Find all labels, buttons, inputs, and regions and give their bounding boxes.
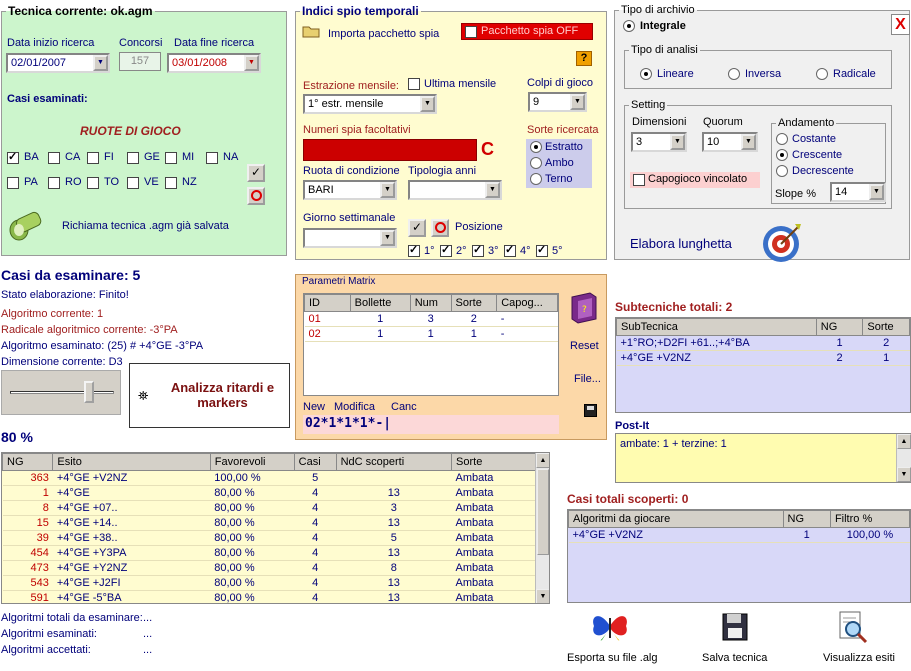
table-cell: +4°GE +07.. xyxy=(53,501,210,516)
posizione-checkbox-1[interactable] xyxy=(408,245,420,257)
slider-track xyxy=(10,391,114,394)
slope-select[interactable]: 14 ▼ xyxy=(830,182,886,202)
table-cell: - xyxy=(497,312,558,327)
table-cell: +4°GE +V2NZ xyxy=(569,528,784,543)
pacchetto-spia-checkbox[interactable] xyxy=(465,26,477,38)
tipologia-label: Tipologia anni xyxy=(408,165,477,177)
analizza-button[interactable] xyxy=(129,363,290,428)
ruota-checkbox-to[interactable] xyxy=(87,177,99,189)
table-cell: 80,00 % xyxy=(210,486,294,501)
table-cell: 15 xyxy=(3,516,53,531)
analisi-label: Tipo di analisi xyxy=(631,44,698,56)
algoritmi-esaminati-value: ... xyxy=(143,628,153,640)
analisi-radio-1[interactable] xyxy=(728,68,740,80)
capogioco-checkbox[interactable] xyxy=(633,174,645,186)
table-cell: 5 xyxy=(294,471,336,486)
ruota-condizione-label: Ruota di condizione xyxy=(303,165,400,177)
matrix-table xyxy=(304,294,558,342)
column-header[interactable]: Casi xyxy=(294,454,336,471)
table-cell: 4 xyxy=(294,561,336,576)
table-cell: Ambata xyxy=(452,501,536,516)
table-cell: +4°GE +Y3PA xyxy=(53,546,210,561)
file-button[interactable]: File... xyxy=(574,373,601,385)
table-cell: Ambata xyxy=(452,576,536,591)
table-cell: 1 xyxy=(350,312,410,327)
algoritmi-esaminati-label: Algoritmi esaminati: xyxy=(1,628,97,640)
andamento-radio-0[interactable] xyxy=(776,133,788,145)
table-cell: 80,00 % xyxy=(210,546,294,561)
column-header[interactable]: Filtro % xyxy=(830,511,909,528)
table-cell xyxy=(336,471,451,486)
results-table xyxy=(2,453,536,604)
analizza-label: Analizza ritardi e markers xyxy=(170,380,275,410)
table-cell: +4°GE xyxy=(53,486,210,501)
data-fine-label: Data fine ricerca xyxy=(174,37,255,49)
colpi-select[interactable]: 9 ▼ xyxy=(528,92,587,112)
richiama-link[interactable]: Richiama tecnica .agm già salvata xyxy=(62,220,229,232)
column-header[interactable]: Capog... xyxy=(497,295,558,312)
column-header[interactable]: Sorte xyxy=(863,319,910,336)
results-scrollbar[interactable] xyxy=(535,453,550,604)
andamento-radio-2[interactable] xyxy=(776,165,788,177)
analisi-radio-0[interactable] xyxy=(640,68,652,80)
importa-pacchetto-link[interactable]: Importa pacchetto spia xyxy=(328,28,440,40)
table-cell: 1 xyxy=(410,327,451,342)
result-row[interactable] xyxy=(3,531,536,546)
stato-text: Stato elaborazione: Finito! xyxy=(1,289,129,301)
sorte-label-0: Estratto xyxy=(545,141,583,153)
modifica-button[interactable]: Modifica xyxy=(334,401,375,413)
reset-button[interactable]: Reset xyxy=(570,340,599,352)
ruota-label-nz: NZ xyxy=(182,176,197,188)
tipo-archivio-label: Tipo di archivio xyxy=(621,4,695,16)
postit-scrollbar[interactable] xyxy=(896,434,911,482)
algoritmi-totali-label: Algoritmi totali da esaminare: xyxy=(1,612,143,624)
sorte-label: Sorte ricercata xyxy=(527,124,599,136)
column-header[interactable]: NdC scoperti xyxy=(336,454,451,471)
magnifier-icon[interactable] xyxy=(836,610,870,644)
ruota-label-ve: VE xyxy=(144,176,159,188)
slope-label: Slope % xyxy=(775,188,816,200)
andamento-label-2: Decrescente xyxy=(792,165,854,177)
data-fine-select[interactable]: 03/01/2008 ▼ xyxy=(167,53,261,73)
table-cell: 100,00 % xyxy=(210,471,294,486)
table-cell: 13 xyxy=(336,516,451,531)
ruota-label-ge: GE xyxy=(144,151,160,163)
ruota-checkbox-ge[interactable] xyxy=(127,152,139,164)
folder-icon[interactable] xyxy=(302,24,320,38)
column-header[interactable]: Esito xyxy=(53,454,210,471)
capogioco-label: Capogioco vincolato xyxy=(648,173,748,185)
table-cell: Ambata xyxy=(452,516,536,531)
ruota-label-pa: PA xyxy=(24,176,38,188)
andamento-label-0: Costante xyxy=(792,133,837,145)
result-row[interactable] xyxy=(3,561,536,576)
ruota-checkbox-na[interactable] xyxy=(206,152,218,164)
table-cell: Ambata xyxy=(452,486,536,501)
posizione-checkbox-4[interactable] xyxy=(504,245,516,257)
analisi-radio-2[interactable] xyxy=(816,68,828,80)
book-icon[interactable] xyxy=(568,291,598,325)
column-header[interactable]: Bollette xyxy=(350,295,410,312)
percent-label: 80 % xyxy=(1,429,33,445)
table-cell: 5 xyxy=(336,531,451,546)
spia-title: Indici spio temporali xyxy=(302,4,419,18)
select-all-positions-button[interactable] xyxy=(408,219,426,237)
table-cell: 80,00 % xyxy=(210,576,294,591)
table-cell: 2 xyxy=(816,351,863,366)
scroll-thumb[interactable] xyxy=(537,469,549,555)
matrix-row[interactable] xyxy=(305,327,558,342)
table-cell: +4°GE +14.. xyxy=(53,516,210,531)
table-cell: 4 xyxy=(294,591,336,605)
column-header[interactable]: NG xyxy=(3,454,53,471)
help-button[interactable]: ? xyxy=(576,51,592,66)
sorte-radio-0[interactable] xyxy=(530,141,542,153)
numeri-spia-label: Numeri spia facoltativi xyxy=(303,124,411,136)
chevron-down-icon[interactable]: ▼ xyxy=(670,134,685,150)
column-header[interactable]: Algoritmi da giocare xyxy=(569,511,784,528)
capogioco-toggle[interactable] xyxy=(630,172,760,188)
casi-esaminati-label: Casi esaminati: xyxy=(7,93,88,105)
pacchetto-spia-label: Pacchetto spia OFF xyxy=(481,25,579,37)
clear-positions-button[interactable] xyxy=(431,219,449,237)
table-cell: 13 xyxy=(336,576,451,591)
matrix-row[interactable] xyxy=(305,312,558,327)
table-cell: +4°GE +38.. xyxy=(53,531,210,546)
table-cell: 3 xyxy=(410,312,451,327)
table-cell: 100,00 % xyxy=(830,528,909,543)
table-cell: +4°GE +V2NZ xyxy=(53,471,210,486)
result-row[interactable] xyxy=(3,486,536,501)
table-cell: 1 xyxy=(863,351,910,366)
subtecnica-row[interactable] xyxy=(617,351,910,366)
chevron-down-icon[interactable]: ▼ xyxy=(93,55,108,71)
estrazione-label: Estrazione mensile: xyxy=(303,80,399,92)
column-header[interactable]: NG xyxy=(783,511,830,528)
giorno-select[interactable] xyxy=(303,228,397,248)
close-button[interactable]: X xyxy=(891,14,910,35)
posizione-checkbox-2[interactable] xyxy=(440,245,452,257)
table-cell: 1 xyxy=(350,327,410,342)
chevron-down-icon[interactable]: ▼ xyxy=(485,182,500,198)
table-cell: 13 xyxy=(336,546,451,561)
ruota-checkbox-ro[interactable] xyxy=(48,177,60,189)
column-header[interactable]: Favorevoli xyxy=(210,454,294,471)
algoritmo-row[interactable] xyxy=(569,528,910,543)
visualizza-button[interactable]: Visualizza esiti xyxy=(823,652,895,664)
no-entry-icon xyxy=(435,222,446,233)
table-cell: 80,00 % xyxy=(210,531,294,546)
analisi-label-2: Radicale xyxy=(833,68,876,80)
table-cell: +4°GE +V2NZ xyxy=(617,351,817,366)
column-header[interactable]: NG xyxy=(816,319,863,336)
table-cell: 1 xyxy=(451,327,497,342)
table-cell: 8 xyxy=(3,501,53,516)
table-cell: Ambata xyxy=(452,561,536,576)
table-cell: 80,00 % xyxy=(210,516,294,531)
table-cell: 80,00 % xyxy=(210,561,294,576)
result-row[interactable] xyxy=(3,516,536,531)
ruota-checkbox-ca[interactable] xyxy=(48,152,60,164)
analisi-group xyxy=(624,44,892,89)
dimensioni-select[interactable]: 3 ▼ xyxy=(631,132,687,152)
chevron-down-icon[interactable]: ▼ xyxy=(741,134,756,150)
ruota-label-mi: MI xyxy=(182,151,195,163)
estrazione-select[interactable]: 1° estr. mensile ▼ xyxy=(303,94,437,114)
floppy-disk-icon[interactable] xyxy=(720,610,750,644)
colpi-label: Colpi di gioco xyxy=(527,77,594,89)
chevron-down-icon[interactable]: ▼ xyxy=(380,182,395,198)
table-cell: 2 xyxy=(863,336,910,351)
sorte-radio-2[interactable] xyxy=(530,173,542,185)
posizione-checkbox-5[interactable] xyxy=(536,245,548,257)
tipologia-select[interactable] xyxy=(408,180,502,200)
concorsi-label: Concorsi xyxy=(119,37,163,49)
speed-slider[interactable] xyxy=(1,370,121,415)
table-cell: 1 xyxy=(3,486,53,501)
sorte-label-2: Terno xyxy=(545,173,573,185)
dimensioni-label: Dimensioni xyxy=(632,116,687,128)
table-cell: +1°RO;+D2FI +61..;+4°BA xyxy=(617,336,817,351)
ruota-checkbox-mi[interactable] xyxy=(165,152,177,164)
select-all-wheels-button[interactable] xyxy=(247,164,265,182)
sorte-radio-1[interactable] xyxy=(530,157,542,169)
scroll-down-icon[interactable]: ▼ xyxy=(897,467,911,482)
table-cell: 80,00 % xyxy=(210,501,294,516)
ruota-checkbox-fi[interactable] xyxy=(87,152,99,164)
algoritmi-accettati-label: Algoritmi accettati: xyxy=(1,644,91,656)
table-cell: 473 xyxy=(3,561,53,576)
postit-textarea[interactable] xyxy=(615,433,911,483)
butterfly-icon[interactable] xyxy=(590,610,630,644)
table-cell: 4 xyxy=(294,576,336,591)
chevron-down-icon[interactable]: ▼ xyxy=(420,96,435,112)
ruota-label-ba: BA xyxy=(24,151,39,163)
matrix-table-container xyxy=(303,293,559,396)
table-cell: Ambata xyxy=(452,471,536,486)
clear-wheels-button[interactable] xyxy=(247,187,265,205)
dimensione-text: Dimensione corrente: D3 xyxy=(1,356,123,368)
subtecniche-table-container xyxy=(615,317,911,413)
posizione-label-4: 4° xyxy=(520,245,531,257)
table-cell: 4 xyxy=(294,486,336,501)
scroll-up-icon[interactable]: ▲ xyxy=(897,434,911,449)
radicale-text: Radicale algoritmico corrente: -3°PA xyxy=(1,324,178,336)
posizione-checkbox-3[interactable] xyxy=(472,245,484,257)
table-cell: 13 xyxy=(336,486,451,501)
quorum-select[interactable]: 10 ▼ xyxy=(702,132,758,152)
salva-button[interactable]: Salva tecnica xyxy=(702,652,768,664)
analisi-label-0: Lineare xyxy=(657,68,694,80)
chevron-down-icon[interactable]: ▼ xyxy=(380,230,395,246)
table-cell: 454 xyxy=(3,546,53,561)
table-cell: Ambata xyxy=(452,531,536,546)
scoperti-title: Casi totali scoperti: 0 xyxy=(567,492,689,506)
ultima-mensile-checkbox[interactable] xyxy=(408,78,420,90)
quorum-label: Quorum xyxy=(703,116,743,128)
table-cell: 02 xyxy=(305,327,351,342)
ruota-checkbox-ba[interactable] xyxy=(7,152,19,164)
no-entry-icon xyxy=(251,190,262,201)
table-cell: 2 xyxy=(451,312,497,327)
table-cell: 39 xyxy=(3,531,53,546)
postit-text: ambate: 1 + terzine: 1 xyxy=(620,438,727,450)
ruota-label-to: TO xyxy=(104,176,120,188)
posizione-label-5: 5° xyxy=(552,245,563,257)
check-icon: ✓ xyxy=(411,220,423,234)
table-cell: 4 xyxy=(294,516,336,531)
table-cell: +4°GE +J2FI xyxy=(53,576,210,591)
table-cell: 80,00 % xyxy=(210,591,294,605)
scroll-up-icon[interactable]: ▲ xyxy=(536,453,550,468)
clear-numeri-button[interactable]: C xyxy=(481,139,494,159)
table-cell: 8 xyxy=(336,561,451,576)
integrale-label: Integrale xyxy=(640,20,686,32)
check-icon: ✓ xyxy=(250,165,262,179)
scoperti-table-container xyxy=(567,509,911,603)
algoritmo-corrente-text: Algoritmo corrente: 1 xyxy=(1,308,104,320)
new-button[interactable]: New xyxy=(303,401,326,413)
andamento-label-1: Crescente xyxy=(792,149,843,161)
table-cell: +4°GE -5°BA xyxy=(53,591,210,605)
result-row[interactable] xyxy=(3,471,536,486)
table-cell: 543 xyxy=(3,576,53,591)
concorsi-value: 157 xyxy=(119,52,161,71)
table-cell: 1 xyxy=(816,336,863,351)
algoritmi-totali-value: ... xyxy=(143,612,153,624)
table-cell: Ambata xyxy=(452,546,536,561)
table-cell: 363 xyxy=(3,471,53,486)
table-cell: 4 xyxy=(294,531,336,546)
setting-label: Setting xyxy=(631,99,666,111)
ruota-checkbox-pa[interactable] xyxy=(7,177,19,189)
chevron-down-icon[interactable]: ▼ xyxy=(244,55,259,71)
binoculars-icon: ⛯ xyxy=(138,388,149,403)
ruota-checkbox-ve[interactable] xyxy=(127,177,139,189)
andamento-label: Andamento xyxy=(778,117,835,129)
pacchetto-spia-toggle[interactable] xyxy=(461,23,593,40)
flashlight-icon[interactable] xyxy=(7,210,47,242)
posizione-label-2: 2° xyxy=(456,245,467,257)
table-cell: 3 xyxy=(336,501,451,516)
subtecniche-table xyxy=(616,318,910,366)
ruota-label-ca: CA xyxy=(65,151,81,163)
andamento-radio-1[interactable] xyxy=(776,149,788,161)
scoperti-table xyxy=(568,510,910,543)
analisi-label-1: Inversa xyxy=(745,68,782,80)
matrix-title: Parametri Matrix xyxy=(302,276,376,287)
numeri-spia-input[interactable] xyxy=(303,139,477,161)
result-row[interactable] xyxy=(3,591,536,605)
elabora-label: Elabora lunghetta xyxy=(630,236,732,251)
svg-text:?: ? xyxy=(582,305,587,315)
sorte-label-1: Ambo xyxy=(545,157,574,169)
integrale-radio[interactable] xyxy=(623,20,635,32)
save-icon[interactable] xyxy=(584,404,597,417)
ruote-title: RUOTE DI GIOCO xyxy=(80,124,181,138)
esporta-button[interactable]: Esporta su file .alg xyxy=(567,652,658,664)
result-row[interactable] xyxy=(3,576,536,591)
table-cell: 591 xyxy=(3,591,53,605)
column-header[interactable]: Sorte xyxy=(452,454,536,471)
ruota-label-fi: FI xyxy=(104,151,114,163)
chevron-down-icon[interactable]: ▼ xyxy=(570,94,585,110)
ultima-mensile-label: Ultima mensile xyxy=(424,78,497,90)
table-cell: +4°GE +Y2NZ xyxy=(53,561,210,576)
posizione-label-1: 1° xyxy=(424,245,435,257)
algoritmo-esaminato-text: Algoritmo esaminato: (25) # +4°GE -3°PA xyxy=(1,340,204,352)
ruota-label-ro: RO xyxy=(65,176,82,188)
ruota-checkbox-nz[interactable] xyxy=(165,177,177,189)
giorno-label: Giorno settimanale xyxy=(303,212,396,224)
table-cell: 4 xyxy=(294,501,336,516)
slider-thumb[interactable] xyxy=(84,381,94,403)
result-row[interactable] xyxy=(3,501,536,516)
column-header[interactable]: ID xyxy=(305,295,351,312)
target-icon[interactable] xyxy=(759,220,803,264)
ruota-label-na: NA xyxy=(223,151,239,163)
subtecniche-title: Subtecniche totali: 2 xyxy=(615,300,733,314)
table-cell: 4 xyxy=(294,546,336,561)
posizione-label: Posizione xyxy=(455,221,503,233)
table-cell: Ambata xyxy=(452,591,536,605)
table-cell: 13 xyxy=(336,591,451,605)
posizione-label-3: 3° xyxy=(488,245,499,257)
subtecnica-row[interactable] xyxy=(617,336,910,351)
scroll-down-icon[interactable]: ▼ xyxy=(536,589,550,604)
algoritmi-accettati-value: ... xyxy=(143,644,153,656)
data-inizio-label: Data inizio ricerca xyxy=(7,37,95,49)
canc-button[interactable]: Canc xyxy=(391,401,417,413)
table-cell: 1 xyxy=(783,528,830,543)
column-header[interactable]: SubTecnica xyxy=(617,319,817,336)
formula-input[interactable]: 02*1*1*1*-| xyxy=(303,415,559,434)
tecnica-title: Tecnica corrente: ok.agm xyxy=(8,4,153,18)
chevron-down-icon[interactable]: ▼ xyxy=(869,184,884,200)
column-header[interactable]: Num xyxy=(410,295,451,312)
data-inizio-select[interactable]: 02/01/2007 ▼ xyxy=(6,53,110,73)
column-header[interactable]: Sorte xyxy=(451,295,497,312)
casi-title: Casi da esaminare: 5 xyxy=(1,267,141,283)
table-cell: - xyxy=(497,327,558,342)
ruota-condizione-select[interactable]: BARI ▼ xyxy=(303,180,397,200)
table-cell: 01 xyxy=(305,312,351,327)
result-row[interactable] xyxy=(3,546,536,561)
results-table-container xyxy=(1,452,550,604)
postit-title: Post-It xyxy=(615,420,650,432)
